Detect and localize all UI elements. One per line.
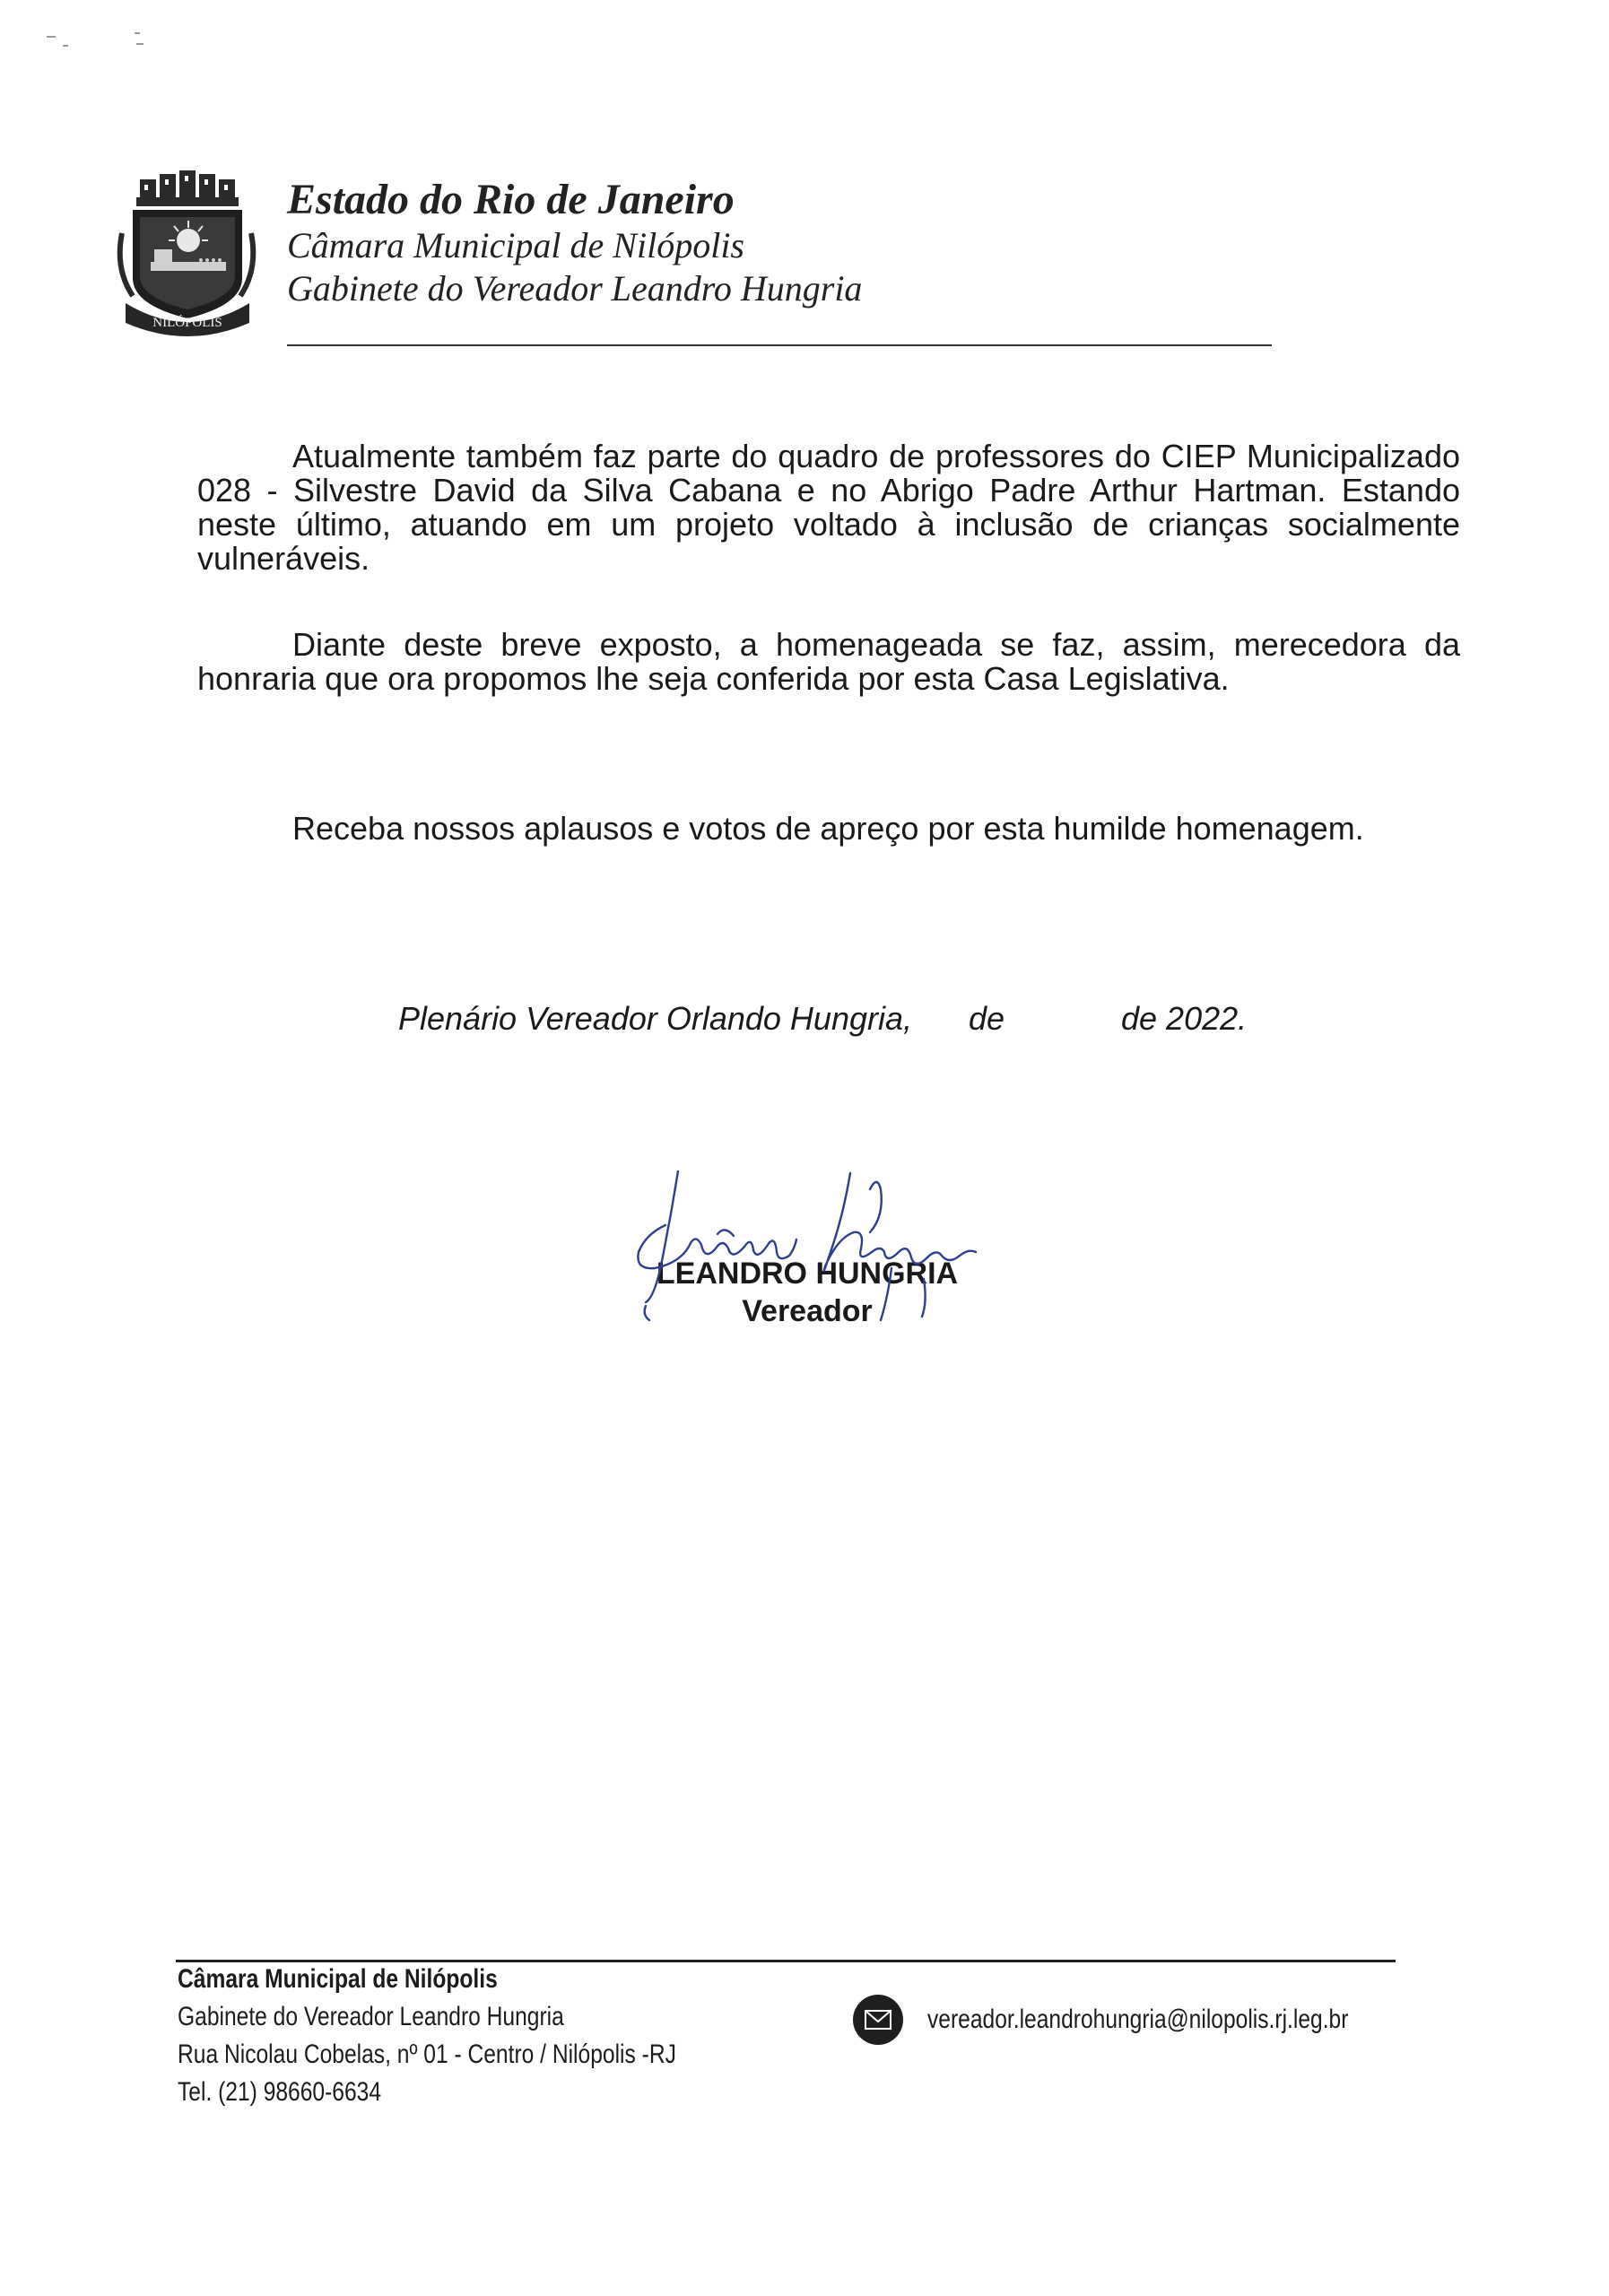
envelope-icon — [852, 1994, 904, 2046]
scan-speck — [47, 36, 56, 38]
footer-org: Câmara Municipal de Nilópolis — [178, 1964, 498, 1994]
crest-banner-text: NILÓPOLIS — [152, 316, 222, 330]
signatory-name: LEANDRO HUNGRIA — [656, 1257, 959, 1291]
body-paragraph-1-text: Atualmente também faz parte do quadro de professores do CIEP Municipalizado 028 - Silvestre David da Silva Cabana e no Abrigo Padre Arthur Hartman. Estando neste último, atuando em um projeto voltado à inclusão de crianças socialmente vulneráveis. — [197, 438, 1460, 577]
date-year-text: de 2022. — [1121, 1000, 1248, 1037]
signatory-role: Vereador — [742, 1294, 873, 1328]
date-de-text: de — [969, 1000, 1005, 1037]
municipal-crest-icon — [115, 170, 258, 341]
place-text: Plenário Vereador Orlando Hungria, — [398, 1000, 912, 1037]
letterhead-office: Gabinete do Vereador Leandro Hungria — [287, 268, 863, 309]
footer-contact-block — [178, 1961, 676, 2111]
body-paragraph-2 — [197, 628, 1460, 696]
body-paragraph-1 — [197, 439, 1460, 576]
scan-speck — [136, 43, 144, 45]
footer-office: Gabinete do Vereador Leandro Hungria — [178, 2002, 564, 2031]
scan-speck — [63, 45, 68, 47]
footer-address: Rua Nicolau Cobelas, nº 01 - Centro / Nilópolis -RJ — [178, 2039, 676, 2069]
letterhead — [287, 176, 862, 310]
footer-phone: Tel. (21) 98660-6634 — [178, 2077, 382, 2107]
footer-email-block — [852, 1993, 1440, 2047]
handwritten-signature — [619, 1162, 996, 1333]
closing-sentence: Receba nossos aplausos e votos de apreço por esta humilde homenagem. — [292, 810, 1364, 847]
letterhead-title: Estado do Rio de Janeiro — [287, 176, 735, 223]
letterhead-chamber: Câmara Municipal de Nilópolis — [287, 225, 744, 265]
header-divider — [287, 344, 1272, 346]
footer-email-link[interactable]: vereador.leandrohungria@nilopolis.rj.leg.br — [927, 2005, 1349, 2034]
scan-speck — [135, 32, 140, 34]
body-paragraph-2-text: Diante deste breve exposto, a homenageada se faz, assim, merecedora da honraria que ora propomos lhe seja conferida por esta Casa Legislativa. — [197, 626, 1460, 697]
